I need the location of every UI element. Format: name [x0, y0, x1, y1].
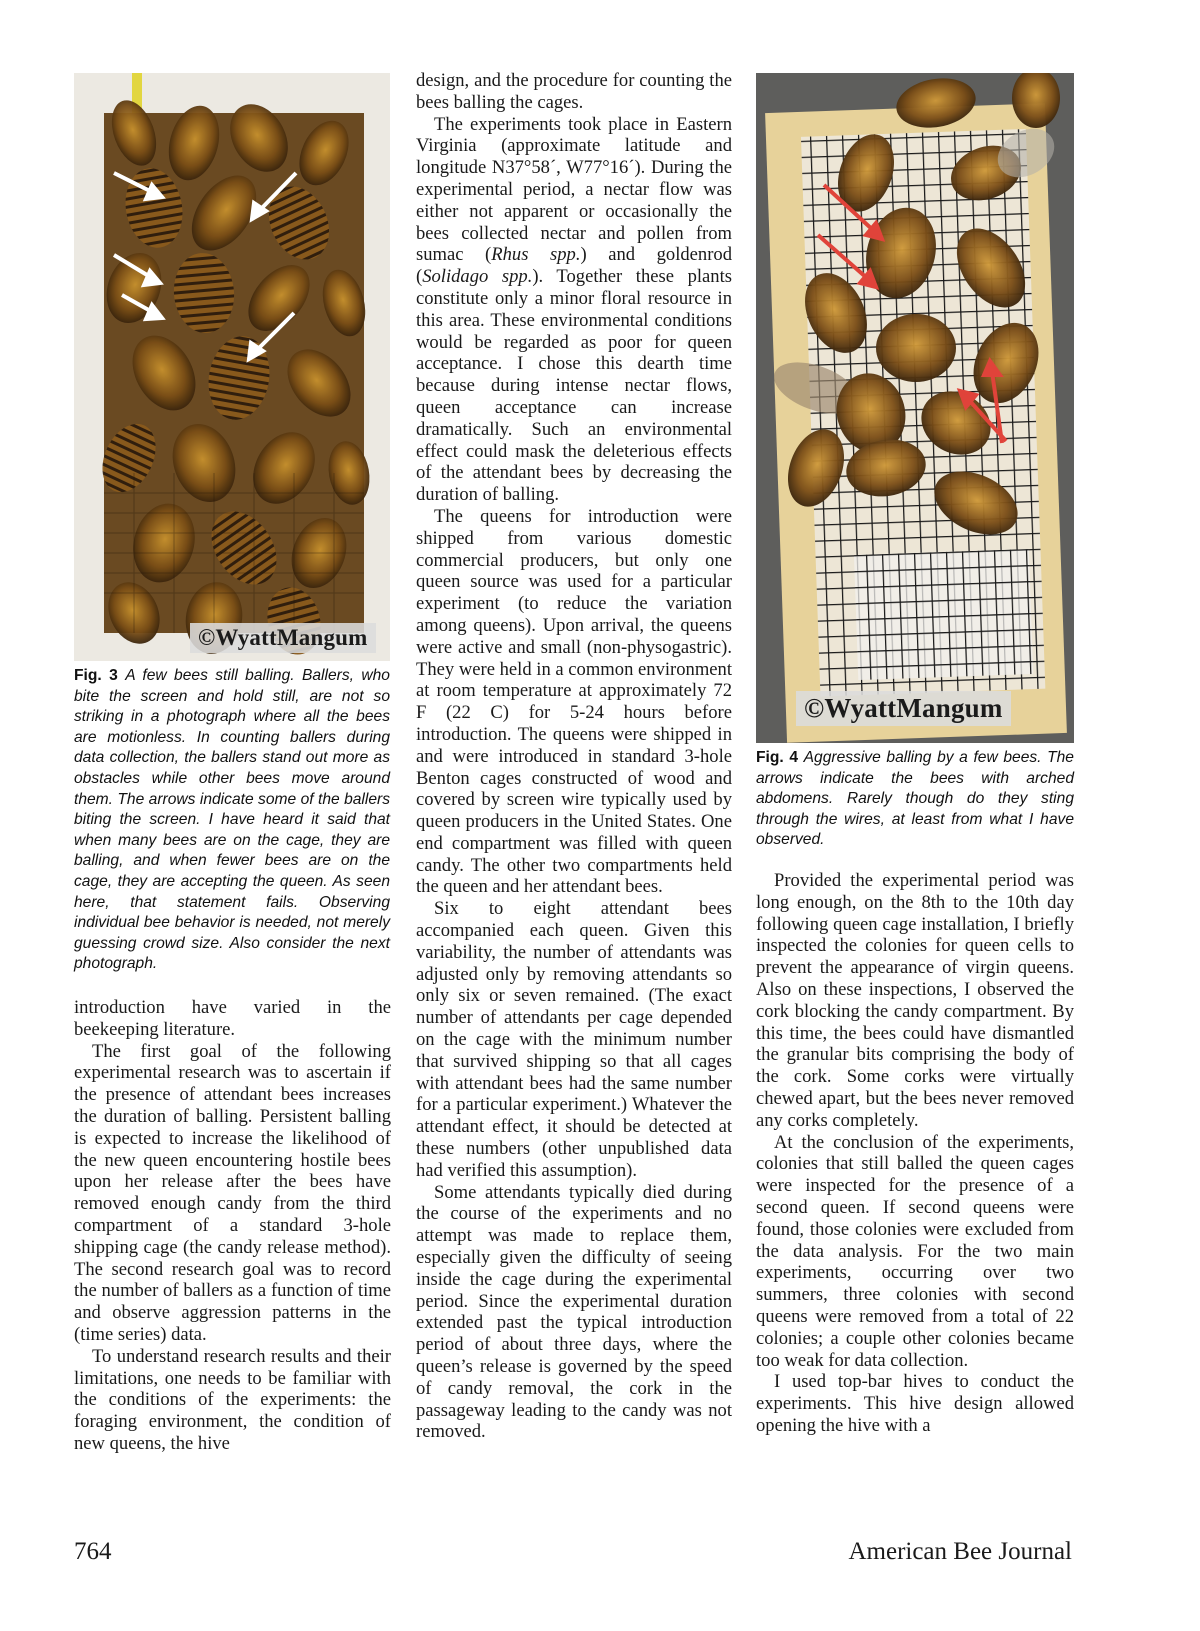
figure-4-label: Fig. 4: [756, 749, 799, 766]
paragraph: To understand research results and their limitations, one needs to be familiar with the conditions of the experiments: the foraging environment, the condition of new queens, the hive: [74, 1345, 391, 1454]
figure-4-watermark: ©WyattMangum: [796, 691, 1011, 726]
figure-3-watermark: ©WyattMangum: [190, 623, 376, 653]
column-3-text: [756, 870, 1074, 1437]
column-1-text: [74, 997, 391, 1455]
figure-4-photo: [756, 73, 1074, 743]
figure-4-caption-text: Aggressive balling by a few bees. The arrows indicate the bees with arched abdomens. Rarely though do they sting through the wires, at least from what I have observed.: [756, 749, 1074, 849]
page-number: 764: [74, 1538, 112, 1565]
paragraph: At the conclusion of the experiments, colonies that still balled the queen cages were inspected for the presence of a second queen. If second queens were found, those colonies were excluded from the data analysis. For the two main experiments, occurring over two summers, three colonies with second queens were removed from a total of 22 colonies; a couple other colonies became too weak for data collection.: [756, 1131, 1074, 1371]
figure-4-caption: [756, 748, 1074, 851]
figure-3-label: Fig. 3: [74, 667, 118, 684]
species-name: Solidago spp.: [422, 266, 533, 288]
bees-on-cage-image: [74, 73, 390, 661]
paragraph: Some attendants typically died during the course of the experiments and no attempt was made to replace them, especially given the difficulty of seeing inside the cage during the experimental period. Since the experimental duration extended past the typical introduction period of about three days, where the queen’s release is governed by the speed of candy removal, the cork in the passageway leading to the candy was not removed.: [416, 1181, 732, 1443]
bees-on-cage-image: [756, 73, 1074, 743]
paragraph: I used top-bar hives to conduct the experiments. This hive design allowed opening the hive with a: [756, 1371, 1074, 1436]
journal-name: American Bee Journal: [848, 1538, 1072, 1565]
figure-3-photo: [74, 73, 390, 661]
paragraph: The experiments took place in Eastern Virginia (approximate latitude and longitude N37°58´, W77°16´). During the experimental period, a nectar flow was either not apparent or occasionally the bees collected nectar and pollen from sumac (Rhus spp.) and goldenrod (Solidago spp.). Together these plants constitute only a minor floral resource in this area. These environmental conditions would be regarded as poor for queen acceptance. I chose this dearth time because during intense nectar flows, queen acceptance can increase dramatically. Such an environmental effect could mask the deleterious effects of the attendant bees by decreasing the duration of balling.: [416, 113, 732, 506]
paragraph: The first goal of the following experimental research was to ascertain if the presence of attendant bees increases the duration of balling. Persistent balling is expected to increase the likelihood of the new queen encountering hostile bees upon her release after the bees have removed enough candy from the third compartment of a standard 3-hole shipping cage (the candy release method). The second research goal was to record the number of ballers as a function of time and observe aggression patterns in the (time series) data.: [74, 1040, 391, 1345]
column-2-text: [416, 70, 732, 1443]
figure-3-caption: [74, 666, 390, 975]
species-name: Rhus spp.: [491, 244, 581, 266]
paragraph: design, and the procedure for counting the bees balling the cages.: [416, 70, 732, 113]
paragraph: The queens for introduction were shipped from various domestic commercial producers, but only one queen source was used for a particular experiment (to reduce the variation among queens). Upon arrival, the queens were active and small (non-physogastric). They were held in a common environment at room temperature at approximately 72 F (22 C) for 5-24 hours before introduction. The queens were shipped in and were introduced in standard 3-hole Benton cages constructed of wood and covered by screen wire typically used by queen producers in the United States. One end compartment was filled with queen candy. The other two compartments held the queen and her attendant bees.: [416, 505, 732, 898]
figure-3-caption-text: A few bees still balling. Ballers, who bite the screen and hold still, are not so striking in a photograph where all the bees are motionless. In counting ballers during data collection, the ballers stand out more as obstacles while other bees move around them. The arrows indicate some of the ballers biting the screen. I have heard it said that when many bees are on the cage, they are balling, and when fewer bees are on the cage, they are accepting the queen. As seen here, that statement fails. Observing individual bee behavior is needed, not merely guessing crowd size. Also consider the next photograph.: [74, 667, 390, 973]
paragraph: introduction have varied in the beekeeping literature.: [74, 997, 391, 1040]
paragraph: Provided the experimental period was long enough, on the 8th to the 10th day following queen cage installation, I briefly inspected the colonies for queen cells to prevent the appearance of virgin queens. Also on these inspections, I observed the cork blocking the candy compartment. By this time, the bees could have dismantled the granular bits comprising the body of the cork. Some corks were virtually chewed apart, but the bees never removed any corks completely.: [756, 870, 1074, 1131]
paragraph: Six to eight attendant bees accompanied each queen. Given this variability, the number of attendants was adjusted only by removing attendants so only six or seven remained. (The exact number of attendants per cage depended on the cage with the minimum number that survived shipping so that all cages with attendant bees had the same number for a particular experiment.) Whatever the attendant effect, it should be detected at these numbers (other unpublished data had verified this assumption).: [416, 898, 732, 1181]
